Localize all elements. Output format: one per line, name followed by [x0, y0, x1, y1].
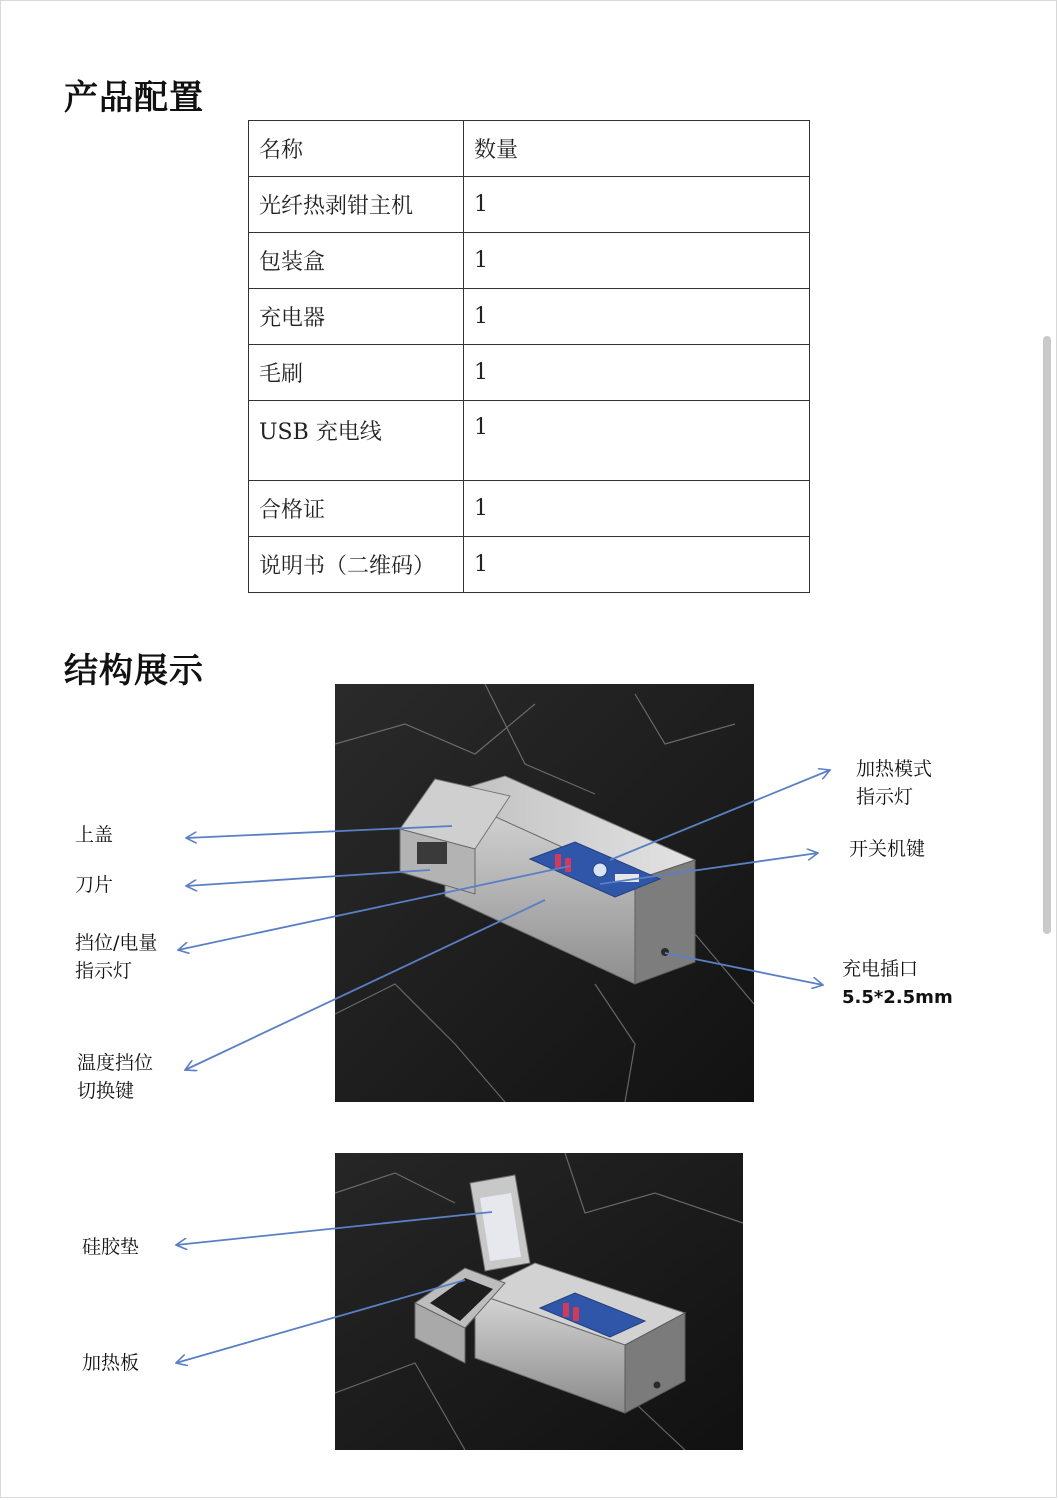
table-cell-name: 充电器	[249, 289, 464, 345]
device-photo-closed	[335, 684, 754, 1102]
label-top-cover: 上盖	[75, 824, 114, 846]
table-row	[249, 345, 810, 401]
section-title-structure: 结构展示	[64, 651, 204, 691]
label-power-key: 开关机键	[849, 838, 926, 860]
table-cell-name: 说明书（二维码）	[249, 537, 464, 593]
device-illustration-closed	[335, 684, 754, 1102]
label-temp-switch-key: 温度挡位 切换键	[77, 1052, 154, 1102]
config-table	[248, 120, 810, 593]
table-cell-qty: 1	[464, 401, 810, 481]
label-heat-mode-indicator: 加热模式 指示灯	[856, 758, 933, 808]
label-heating-plate: 加热板	[82, 1352, 140, 1374]
table-cell-name: USB 充电线	[249, 401, 464, 481]
table-header-name: 名称	[249, 121, 464, 177]
table-cell-qty: 1	[464, 481, 810, 537]
label-blade: 刀片	[75, 874, 114, 896]
table-cell-name: 合格证	[249, 481, 464, 537]
table-cell-qty: 1	[464, 289, 810, 345]
table-row	[249, 177, 810, 233]
table-cell-name: 光纤热剥钳主机	[249, 177, 464, 233]
table-row	[249, 289, 810, 345]
table-cell-qty: 1	[464, 233, 810, 289]
device-illustration-open	[335, 1153, 743, 1450]
table-header-row	[249, 121, 810, 177]
scrollbar[interactable]	[1043, 336, 1051, 934]
label-silicone-pad: 硅胶垫	[82, 1236, 140, 1258]
section-title-config: 产品配置	[64, 78, 204, 118]
label-charge-port-spec: 5.5*2.5mm	[842, 987, 953, 1008]
table-cell-qty: 1	[464, 345, 810, 401]
table-row	[249, 481, 810, 537]
table-row	[249, 537, 810, 593]
table-cell-name: 包装盒	[249, 233, 464, 289]
table-cell-qty: 1	[464, 537, 810, 593]
table-cell-name: 毛刷	[249, 345, 464, 401]
table-row	[249, 233, 810, 289]
table-cell-qty: 1	[464, 177, 810, 233]
label-charge-port: 充电插口	[842, 958, 919, 980]
table-row	[249, 401, 810, 481]
device-photo-open	[335, 1153, 743, 1450]
table-header-qty: 数量	[464, 121, 810, 177]
label-gear-battery-indicator: 挡位/电量 指示灯	[75, 932, 158, 982]
